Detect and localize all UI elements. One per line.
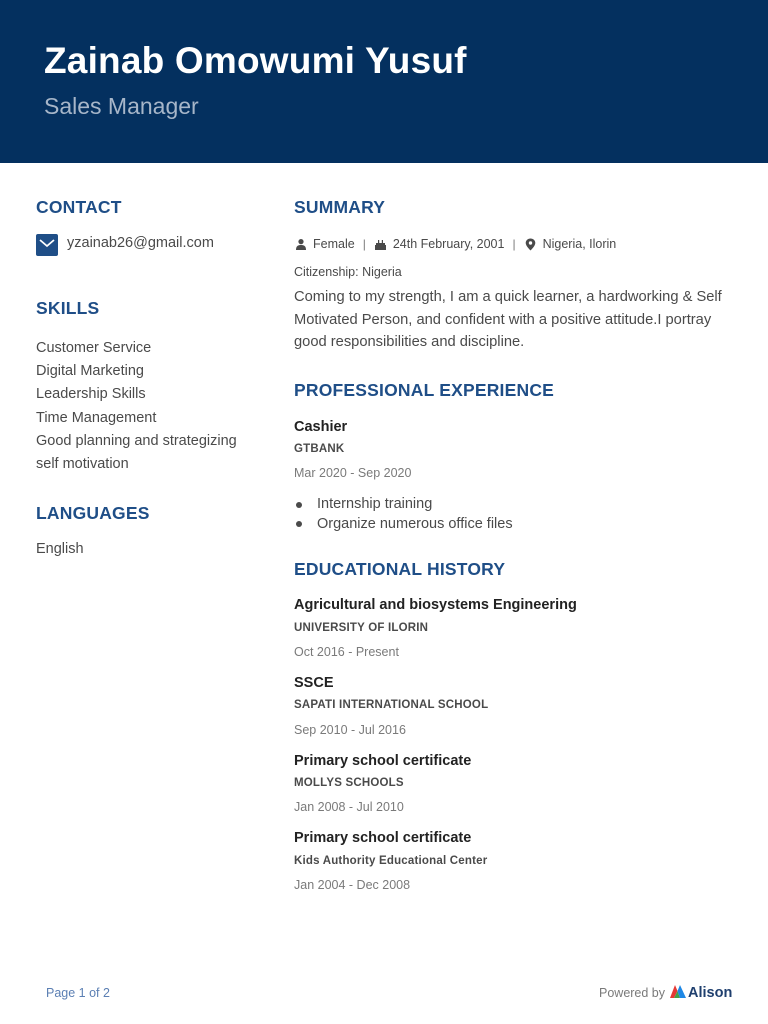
resume-header xyxy=(0,0,768,163)
contact-email[interactable]: yzainab26@gmail.com xyxy=(67,235,214,251)
education-degree: SSCE xyxy=(294,675,334,691)
cake-icon xyxy=(374,237,388,251)
citizenship: Citizenship: Nigeria xyxy=(294,265,402,279)
mail-icon xyxy=(36,234,58,256)
education-school: SAPATI INTERNATIONAL SCHOOL xyxy=(294,699,489,711)
separator: | xyxy=(512,237,516,251)
education-date: Jan 2008 - Jul 2010 xyxy=(294,800,404,814)
education-school: UNIVERSITY OF ILORIN xyxy=(294,622,429,634)
alison-brand[interactable]: Alison xyxy=(688,985,733,1001)
education-degree: Agricultural and biosystems Engineering xyxy=(294,597,577,613)
job-company: GTBANK xyxy=(294,443,345,455)
education-degree: Primary school certificate xyxy=(294,753,472,769)
skill-item: Digital Marketing xyxy=(36,363,144,380)
birthday: 24th February, 2001 xyxy=(392,237,505,251)
separator: | xyxy=(362,237,366,251)
experience-heading: PROFESSIONAL EXPERIENCE xyxy=(294,380,555,400)
powered-by-label: Powered by xyxy=(599,986,666,1000)
education-date: Sep 2010 - Jul 2016 xyxy=(294,723,406,737)
contact-email-row xyxy=(36,234,214,256)
skill-item: self motivation xyxy=(36,456,129,473)
education-degree: Primary school certificate xyxy=(294,830,472,846)
bullet-text: Organize numerous office files xyxy=(317,515,513,532)
job-title: Cashier xyxy=(294,419,348,435)
education-school: MOLLYS SCHOOLS xyxy=(294,777,404,789)
education-date: Oct 2016 - Present xyxy=(294,645,399,659)
job-bullets xyxy=(294,495,513,534)
summary-text: Coming to my strength, I am a quick learner, a hardworking & Self Motivated Person, and confident with a positive attitude.I portray good responsibilities and discipline. xyxy=(294,289,722,350)
languages-heading: LANGUAGES xyxy=(36,503,150,523)
bullet-dot xyxy=(296,502,302,508)
skill-item: Customer Service xyxy=(36,340,152,356)
contact-heading: CONTACT xyxy=(36,197,122,217)
language-item: English xyxy=(36,541,84,557)
education-date: Jan 2004 - Dec 2008 xyxy=(294,878,411,892)
education-school: Kids Authority Educational Center xyxy=(294,855,488,867)
candidate-name: Zainab Omowumi Yusuf xyxy=(44,40,467,81)
alison-logo-icon xyxy=(670,985,686,1001)
skill-item: Leadership Skills xyxy=(36,386,146,403)
bullet-text: Internship training xyxy=(317,496,433,512)
job-bullet-item xyxy=(294,495,513,515)
candidate-role: Sales Manager xyxy=(44,93,199,119)
education-heading: EDUCATIONAL HISTORY xyxy=(294,559,506,579)
summary-heading: SUMMARY xyxy=(294,197,386,217)
bullet-dot xyxy=(296,521,302,527)
location-pin-icon xyxy=(524,237,538,251)
personal-info-row xyxy=(294,237,616,251)
skills-list xyxy=(36,337,276,476)
location: Nigeria, Ilorin xyxy=(542,237,617,251)
skill-item: Good planning and strategizing xyxy=(36,432,237,449)
job-date: Mar 2020 - Sep 2020 xyxy=(294,466,412,480)
skill-item: Time Management xyxy=(36,409,157,426)
powered-by xyxy=(599,985,732,1001)
page-number: Page 1 of 2 xyxy=(46,986,110,1000)
job-bullet-item xyxy=(294,515,513,535)
gender: Female xyxy=(313,237,355,251)
skills-heading: SKILLS xyxy=(36,298,100,318)
person-icon xyxy=(294,237,308,251)
